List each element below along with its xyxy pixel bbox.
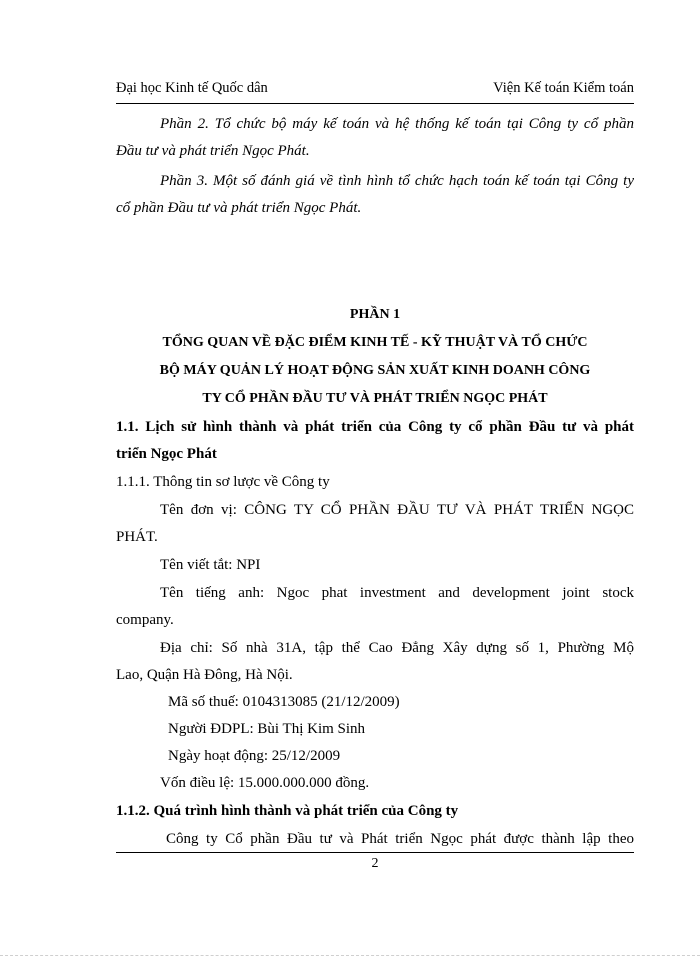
company-address-line2: Lao, Quận Hà Đông, Hà Nội.	[116, 667, 293, 683]
part-title-line2: BỘ MÁY QUẢN LÝ HOẠT ĐỘNG SẢN XUẤT KINH DOANH CÔNG	[159, 363, 591, 378]
company-charter-capital: Vốn điều lệ: 15.000.000.000 đồng.	[160, 775, 370, 791]
company-name-line2: PHÁT.	[116, 529, 158, 545]
company-start-date: Ngày hoạt động: 25/12/2009	[168, 748, 341, 764]
section-1-1-2-heading: 1.1.2. Quá trình hình thành và phát triển của Công ty	[116, 803, 459, 819]
part-title-line1: TỔNG QUAN VỀ ĐẶC ĐIỂM KINH TẾ - KỸ THUẬT VÀ TỔ CHỨC	[162, 335, 588, 350]
part-label: PHẦN 1	[349, 307, 401, 322]
section-1-1-2-body-line1: Công ty Cổ phần Đầu tư và Phát triển Ngọc phát được thành lập theo	[166, 831, 634, 847]
intro-part2-line1: Phần 2. Tổ chức bộ máy kế toán và hệ thống kế toán tại Công ty cổ phần	[160, 116, 634, 132]
page-header	[116, 80, 634, 97]
intro-part3-line2: cổ phần Đầu tư và phát triển Ngọc Phát.	[116, 200, 362, 216]
part-title-line3: TY CỔ PHẦN ĐẦU TƯ VÀ PHÁT TRIỂN NGỌC PHÁT	[202, 391, 548, 406]
company-english-name-line1: Tên tiếng anh: Ngoc phat investment and development joint stock	[160, 585, 634, 601]
section-1-1-heading-line2: triển Ngọc Phát	[116, 446, 217, 462]
company-address-line1: Địa chỉ: Số nhà 31A, tập thể Cao Đẳng Xây dựng số 1, Phường Mộ	[160, 640, 634, 656]
company-name-line1: Tên đơn vị: CÔNG TY CỔ PHẦN ĐẦU TƯ VÀ PHÁT TRIỂN NGỌC	[160, 502, 634, 518]
intro-part2-line2: Đầu tư và phát triển Ngọc Phát.	[116, 143, 310, 159]
footer-divider	[116, 852, 634, 853]
page-break-edge	[0, 955, 700, 956]
company-tax-code: Mã số thuế: 0104313085 (21/12/2009)	[168, 694, 400, 710]
header-university: Đại học Kinh tế Quốc dân	[116, 80, 268, 96]
page-number: 2	[371, 856, 379, 871]
company-english-name-line2: company.	[116, 612, 174, 628]
section-1-1-heading-line1: 1.1. Lịch sử hình thành và phát triển của Công ty cổ phần Đầu tư và phát	[116, 419, 634, 435]
company-legal-representative: Người ĐDPL: Bùi Thị Kim Sinh	[168, 721, 366, 737]
intro-part3-line1: Phần 3. Một số đánh giá về tình hình tổ chức hạch toán kế toán tại Công ty	[160, 173, 634, 189]
section-1-1-1-heading: 1.1.1. Thông tin sơ lược về Công ty	[116, 474, 330, 490]
header-institute: Viện Kế toán Kiểm toán	[493, 80, 634, 96]
header-divider	[116, 103, 634, 104]
company-short-name: Tên viết tắt: NPI	[160, 557, 261, 573]
